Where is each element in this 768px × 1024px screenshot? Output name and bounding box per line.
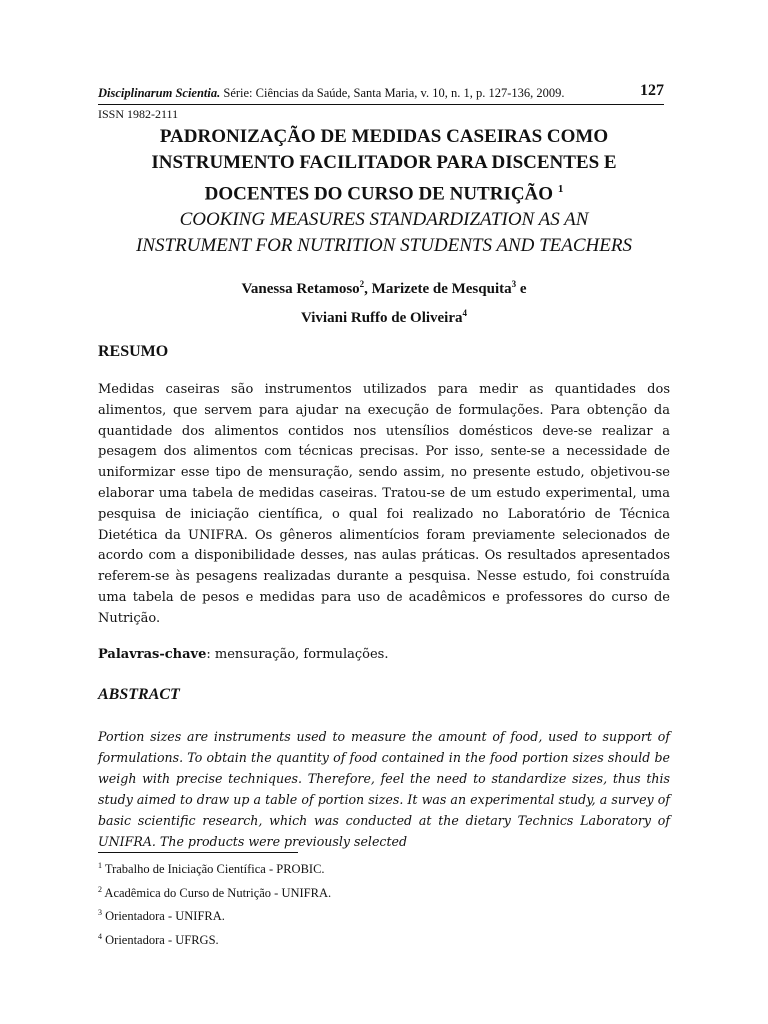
- title-en-line: COOKING MEASURES STANDARDIZATION AS AN: [179, 209, 589, 231]
- abstract-body: Portion sizes are instruments used to measure the amount of food, used to support of formulations. To obtain the quantity of food contained in the food portion sizes should be weigh with precise techniques. Therefore, feel the need to standardize sizes, thus this study aimed to draw up a table of portion sizes. It was an experimental study, a survey of basic scientific research, which was conducted at the dietary Technics Laboratory of UNIFRA. The products were previously selected: [98, 729, 670, 849]
- keywords: [98, 647, 388, 662]
- author-name: Vanessa Retamoso: [241, 281, 360, 297]
- header-rule: [98, 104, 664, 105]
- footnote-text: Acadêmica do Curso de Nutrição - UNIFRA.: [102, 885, 332, 900]
- author-name: Marizete de Mesquita: [371, 281, 512, 297]
- resumo-heading: RESUMO: [98, 343, 169, 360]
- keywords-label: Palavras-chave: [98, 647, 207, 662]
- authors-line: [98, 272, 670, 301]
- footnote-text: Orientadora - UNIFRA.: [102, 909, 225, 924]
- journal-name: Disciplinarum Scientia.: [98, 86, 221, 100]
- footnote-rule: [98, 852, 298, 853]
- resumo-body: Medidas caseiras são instrumentos utilizados para medir as quantidades dos alimentos, que servem para ajudar na execução de formulações. Para obtenção da quantidade dos alimentos contidos nos utensílios domésticos deve-se realizar a pesagem dos alimentos com técnicas precisas. Por isso, sente-se a necessidade de uniformizar esse tipo de mensuração, sendo assim, no presente estudo, objetivou-se elaborar uma tabela de medidas caseiras. Tratou-se de um estudo experimental, uma pesquisa de iniciação científica, o qual foi realizado no Laboratório de Técnica Dietética da UNIFRA. Os gêneros alimentícios foram previamente selecionados de acordo com a disponibilidade desses, nas aulas práticas. Os resultados apresentados referem-se às pesagens realizadas durante a pesquisa. Nesse estudo, foi construída uma tabela de pesos e medidas para uso de acadêmicos e professores do curso de Nutrição.: [98, 382, 670, 626]
- title-english: [98, 207, 670, 259]
- authors-line: [98, 301, 670, 330]
- footnote-number: 2: [98, 884, 102, 894]
- footnote-number: 3: [98, 908, 102, 918]
- footnote-text: Trabalho de Iniciação Científica - PROBIC.: [102, 862, 325, 877]
- title-en-line: INSTRUMENT FOR NUTRITION STUDENTS AND TEACHERS: [136, 235, 632, 257]
- author-footnote-mark: 3: [511, 279, 517, 289]
- title-pt-line: INSTRUMENTO FACILITADOR PARA DISCENTES E: [151, 152, 617, 173]
- footnote: [98, 903, 331, 927]
- footnote-number: 4: [98, 931, 102, 941]
- abstract-heading: ABSTRACT: [98, 686, 180, 703]
- title-footnote-mark: 1: [557, 183, 564, 195]
- title-pt-line: PADRONIZAÇÃO DE MEDIDAS CASEIRAS COMO: [159, 126, 609, 147]
- citation-details: Série: Ciências da Saúde, Santa Maria, v. 10, n. 1, p. 127-136, 2009.: [220, 86, 565, 100]
- keywords-text: : mensuração, formulações.: [206, 647, 389, 662]
- author-name: Viviani Ruffo de Oliveira: [300, 310, 463, 326]
- title-pt-text: DOCENTES DO CURSO DE NUTRIÇÃO: [204, 183, 554, 205]
- citation-line: [98, 86, 565, 101]
- author-separator: ,: [364, 281, 372, 297]
- footnotes: [98, 856, 331, 951]
- title-block: [98, 124, 670, 259]
- authors: [98, 272, 670, 330]
- footnote: [98, 880, 331, 904]
- footnote: [98, 856, 331, 880]
- footnote-text: Orientadora - UFRGS.: [102, 933, 219, 948]
- title-portuguese: [98, 124, 670, 207]
- issn: ISSN 1982-2111: [98, 107, 179, 121]
- page-number: 127: [640, 82, 664, 99]
- running-header: [98, 82, 664, 106]
- author-footnote-mark: 4: [462, 308, 468, 318]
- title-pt-line: [98, 176, 670, 207]
- footnote-number: 1: [98, 861, 102, 870]
- footnote: [98, 927, 331, 951]
- author-footnote-mark: 2: [359, 279, 365, 289]
- author-conjunction: e: [516, 281, 527, 297]
